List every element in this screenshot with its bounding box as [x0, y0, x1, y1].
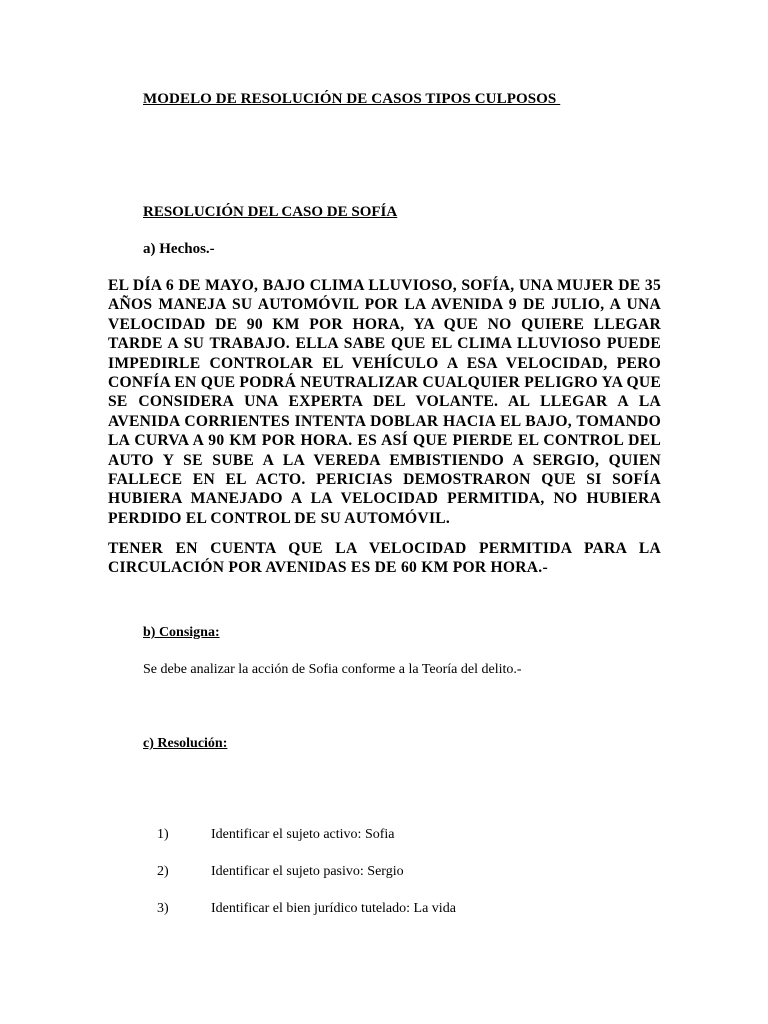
case-title: RESOLUCIÓN DEL CASO DE SOFÍA [143, 204, 398, 220]
list-item-number: 3) [157, 901, 169, 916]
hechos-note-paragraph: TENER EN CUENTA QUE LA VELOCIDAD PERMITIDA PARA LA CIRCULACIÓN POR AVENIDAS ES DE 60 KM POR HORA.- [108, 540, 661, 577]
list-item-text: Identificar el sujeto pasivo: Sergio [211, 864, 404, 879]
hechos-label: a) Hechos.- [143, 241, 215, 257]
list-item [143, 885, 456, 933]
hechos-paragraph: EL DÍA 6 DE MAYO, BAJO CLIMA LLUVIOSO, SOFÍA, UNA MUJER DE 35 AÑOS MANEJA SU AUTOMÓVIL POR LA AVENIDA 9 DE JULIO, A UNA VELOCIDAD DE 90 KM POR HORA, YA QUE NO QUIERE LLEGAR TARDE A SU TRABAJO. ELLA SABE QUE EL CLIMA LLUVIOSO PUEDE IMPEDIRLE CONTROLAR EL VEHÍCULO A ESA VELOCIDAD, PERO CONFÍA EN QUE PODRÁ NEUTRALIZAR CUALQUIER PELIGRO YA QUE SE CONSIDERA UNA EXPERTA DEL VOLANTE. AL LLEGAR A LA AVENIDA CORRIENTES INTENTA DOBLAR HACIA EL BAJO, TOMANDO LA CURVA A 90 KM POR HORA. ES ASÍ QUE PIERDE EL CONTROL DEL AUTO Y SE SUBE A LA VEREDA EMBISTIENDO A SERGIO, QUIEN FALLECE EN EL ACTO. PERICIAS DEMOSTRARON QUE SI SOFÍA HUBIERA MANEJADO A LA VELOCIDAD PERMITIDA, NO HUBIERA PERDIDO EL CONTROL DE SU AUTOMÓVIL. [108, 277, 661, 527]
document-title: MODELO DE RESOLUCIÓN DE CASOS TIPOS CULPOSOS [143, 91, 561, 107]
list-item-text: Identificar el sujeto activo: Sofia [211, 827, 395, 842]
resolucion-label: c) Resolución: [143, 736, 228, 751]
list-item-number: 1) [157, 827, 169, 842]
list-item-number: 2) [157, 864, 169, 879]
list-item-text: Identificar el bien jurídico tutelado: La vida [211, 901, 456, 916]
consigna-text: Se debe analizar la acción de Sofia conforme a la Teoría del delito.- [143, 662, 522, 677]
consigna-label: b) Consigna: [143, 625, 220, 640]
